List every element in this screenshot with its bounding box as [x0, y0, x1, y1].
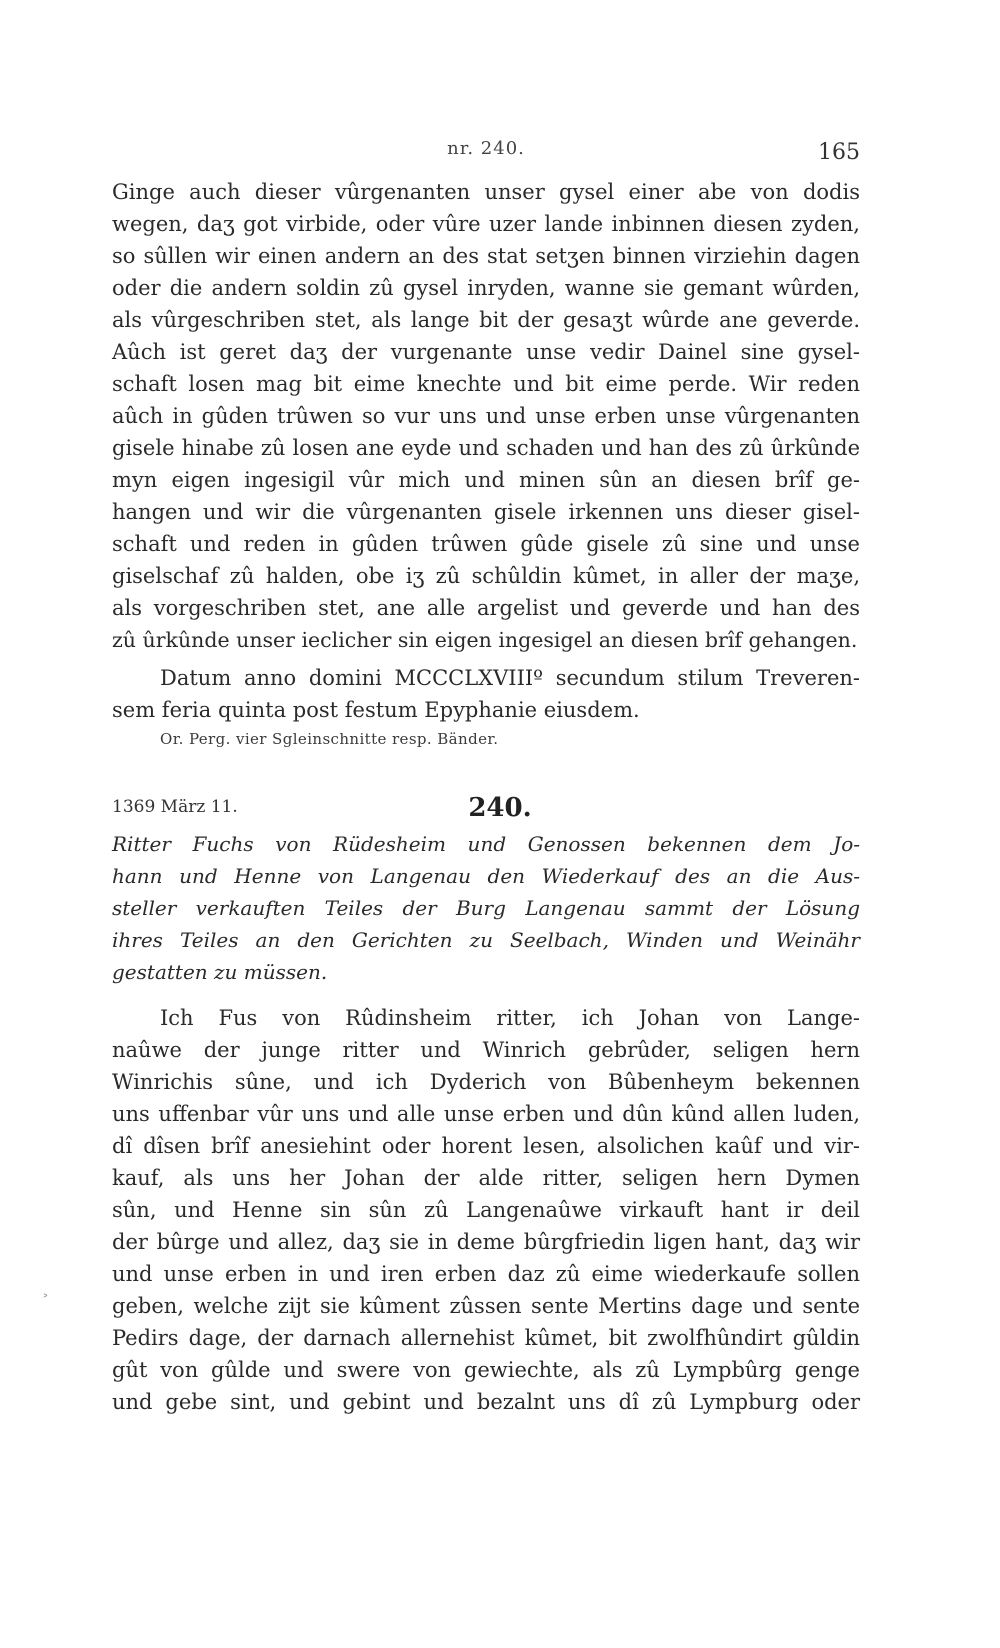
dating-clause: [112, 662, 860, 726]
text-line: als vûrgeschriben stet, als lange bit der gesaʒt wûrde ane geverde.: [112, 308, 860, 332]
dating-line: Datum anno domini MCCCLXVIIIº secundum stilum Treveren-: [160, 666, 860, 690]
text-line: naûwe der junge ritter und Winrich gebrûder, seligen hern: [112, 1038, 860, 1062]
document-text: [112, 1002, 860, 1418]
text-line: myn eigen ingesigil vûr mich und minen sûn an diesen brîf ge-: [112, 468, 860, 492]
text-line: zû ûrkûnde unser ieclicher sin eigen ingesigel an diesen brîf gehangen.: [112, 628, 858, 652]
text-line: Ginge auch dieser vûrgenanten unser gysel einer abe von dodis: [112, 180, 860, 204]
text-line: und gebe sint, und gebint und bezalnt uns dî zû Lympburg oder: [112, 1390, 860, 1414]
text-line: Winrichis sûne, und ich Dyderich von Bûbenheym bekennen: [112, 1070, 860, 1094]
text-line: oder die andern soldin zû gysel inryden, wanne sie gemant wûrden,: [112, 276, 860, 300]
regest: [112, 828, 860, 988]
text-line: uns uffenbar vûr uns und alle unse erben und dûn kûnd allen luden,: [112, 1102, 860, 1126]
previous-document-text: [112, 176, 860, 656]
text-line: kauf, als uns her Johan der alde ritter, seligen hern Dymen: [112, 1166, 860, 1190]
text-line: schaft und reden in gûden trûwen gûde gisele zû sine und unse: [112, 532, 860, 556]
text-line: giselschaf zû halden, obe iʒ zû schûldin kûmet, in aller der maʒe,: [112, 564, 860, 588]
text-line: sûn, und Henne sin sûn zû Langenaûwe virkauft hant ir deil: [112, 1198, 860, 1222]
source-note: Or. Perg. vier Sgleinschnitte resp. Bänder.: [160, 730, 499, 748]
text-line: dî dîsen brîf anesiehint oder horent lesen, alsolichen kaûf und vir-: [112, 1134, 860, 1158]
regest-line: gestatten zu müssen.: [112, 960, 328, 984]
text-line: gût von gûlde und swere von gewiechte, als zû Lympbûrg genge: [112, 1358, 860, 1382]
document-date: 1369 März 11.: [112, 797, 238, 817]
text-line: schaft losen mag bit eime knechte und bit eime perde. Wir reden: [112, 372, 860, 396]
text-line: Aûch ist geret daʒ der vurgenante unse vedir Dainel sine gysel-: [112, 340, 860, 364]
regest-line: ihres Teiles an den Gerichten zu Seelbach, Winden und Weinähr: [112, 928, 860, 952]
page-header: [112, 138, 860, 168]
text-line: gisele hinabe zû losen ane eyde und schaden und han des zû ûrkûnde: [112, 436, 860, 460]
text-line: der bûrge und allez, daʒ sie in deme bûrgfriedin ligen hant, daʒ wir: [112, 1230, 860, 1254]
text-line: Ich Fus von Rûdinsheim ritter, ich Johan von Lange-: [160, 1006, 860, 1030]
regest-line: hann und Henne von Langenau den Wiederkauf des an die Aus-: [112, 864, 860, 888]
dating-line: sem feria quinta post festum Epyphanie eiusdem.: [112, 698, 640, 722]
text-line: Pedirs dage, der darnach allernehist kûmet, bit zwolfhûndirt gûldin: [112, 1326, 860, 1350]
margin-mark: ˃: [42, 1293, 49, 1309]
text-line: hangen und wir die vûrgenanten gisele irkennen uns dieser gisel-: [112, 500, 860, 524]
page-number: 165: [818, 140, 860, 165]
text-line: wegen, daʒ got virbide, oder vûre uzer lande inbinnen diesen zyden,: [112, 212, 860, 236]
text-line: geben, welche zijt sie kûment zûssen sente Mertins dage und sente: [112, 1294, 860, 1318]
regest-line: steller verkauften Teiles der Burg Langenau sammt der Lösung: [112, 896, 860, 920]
running-title: nr. 240.: [447, 138, 525, 159]
document-number: 240.: [468, 793, 532, 823]
regest-line: Ritter Fuchs von Rüdesheim und Genossen bekennen dem Jo-: [112, 832, 860, 856]
text-line: und unse erben in und iren erben daz zû eime wiederkaufe sollen: [112, 1262, 860, 1286]
text-line: so sûllen wir einen andern an des stat setʒen binnen virziehin dagen: [112, 244, 860, 268]
text-line: als vorgeschriben stet, ane alle argelist und geverde und han des: [112, 596, 860, 620]
text-line: aûch in gûden trûwen so vur uns und unse erben unse vûrgenanten: [112, 404, 860, 428]
